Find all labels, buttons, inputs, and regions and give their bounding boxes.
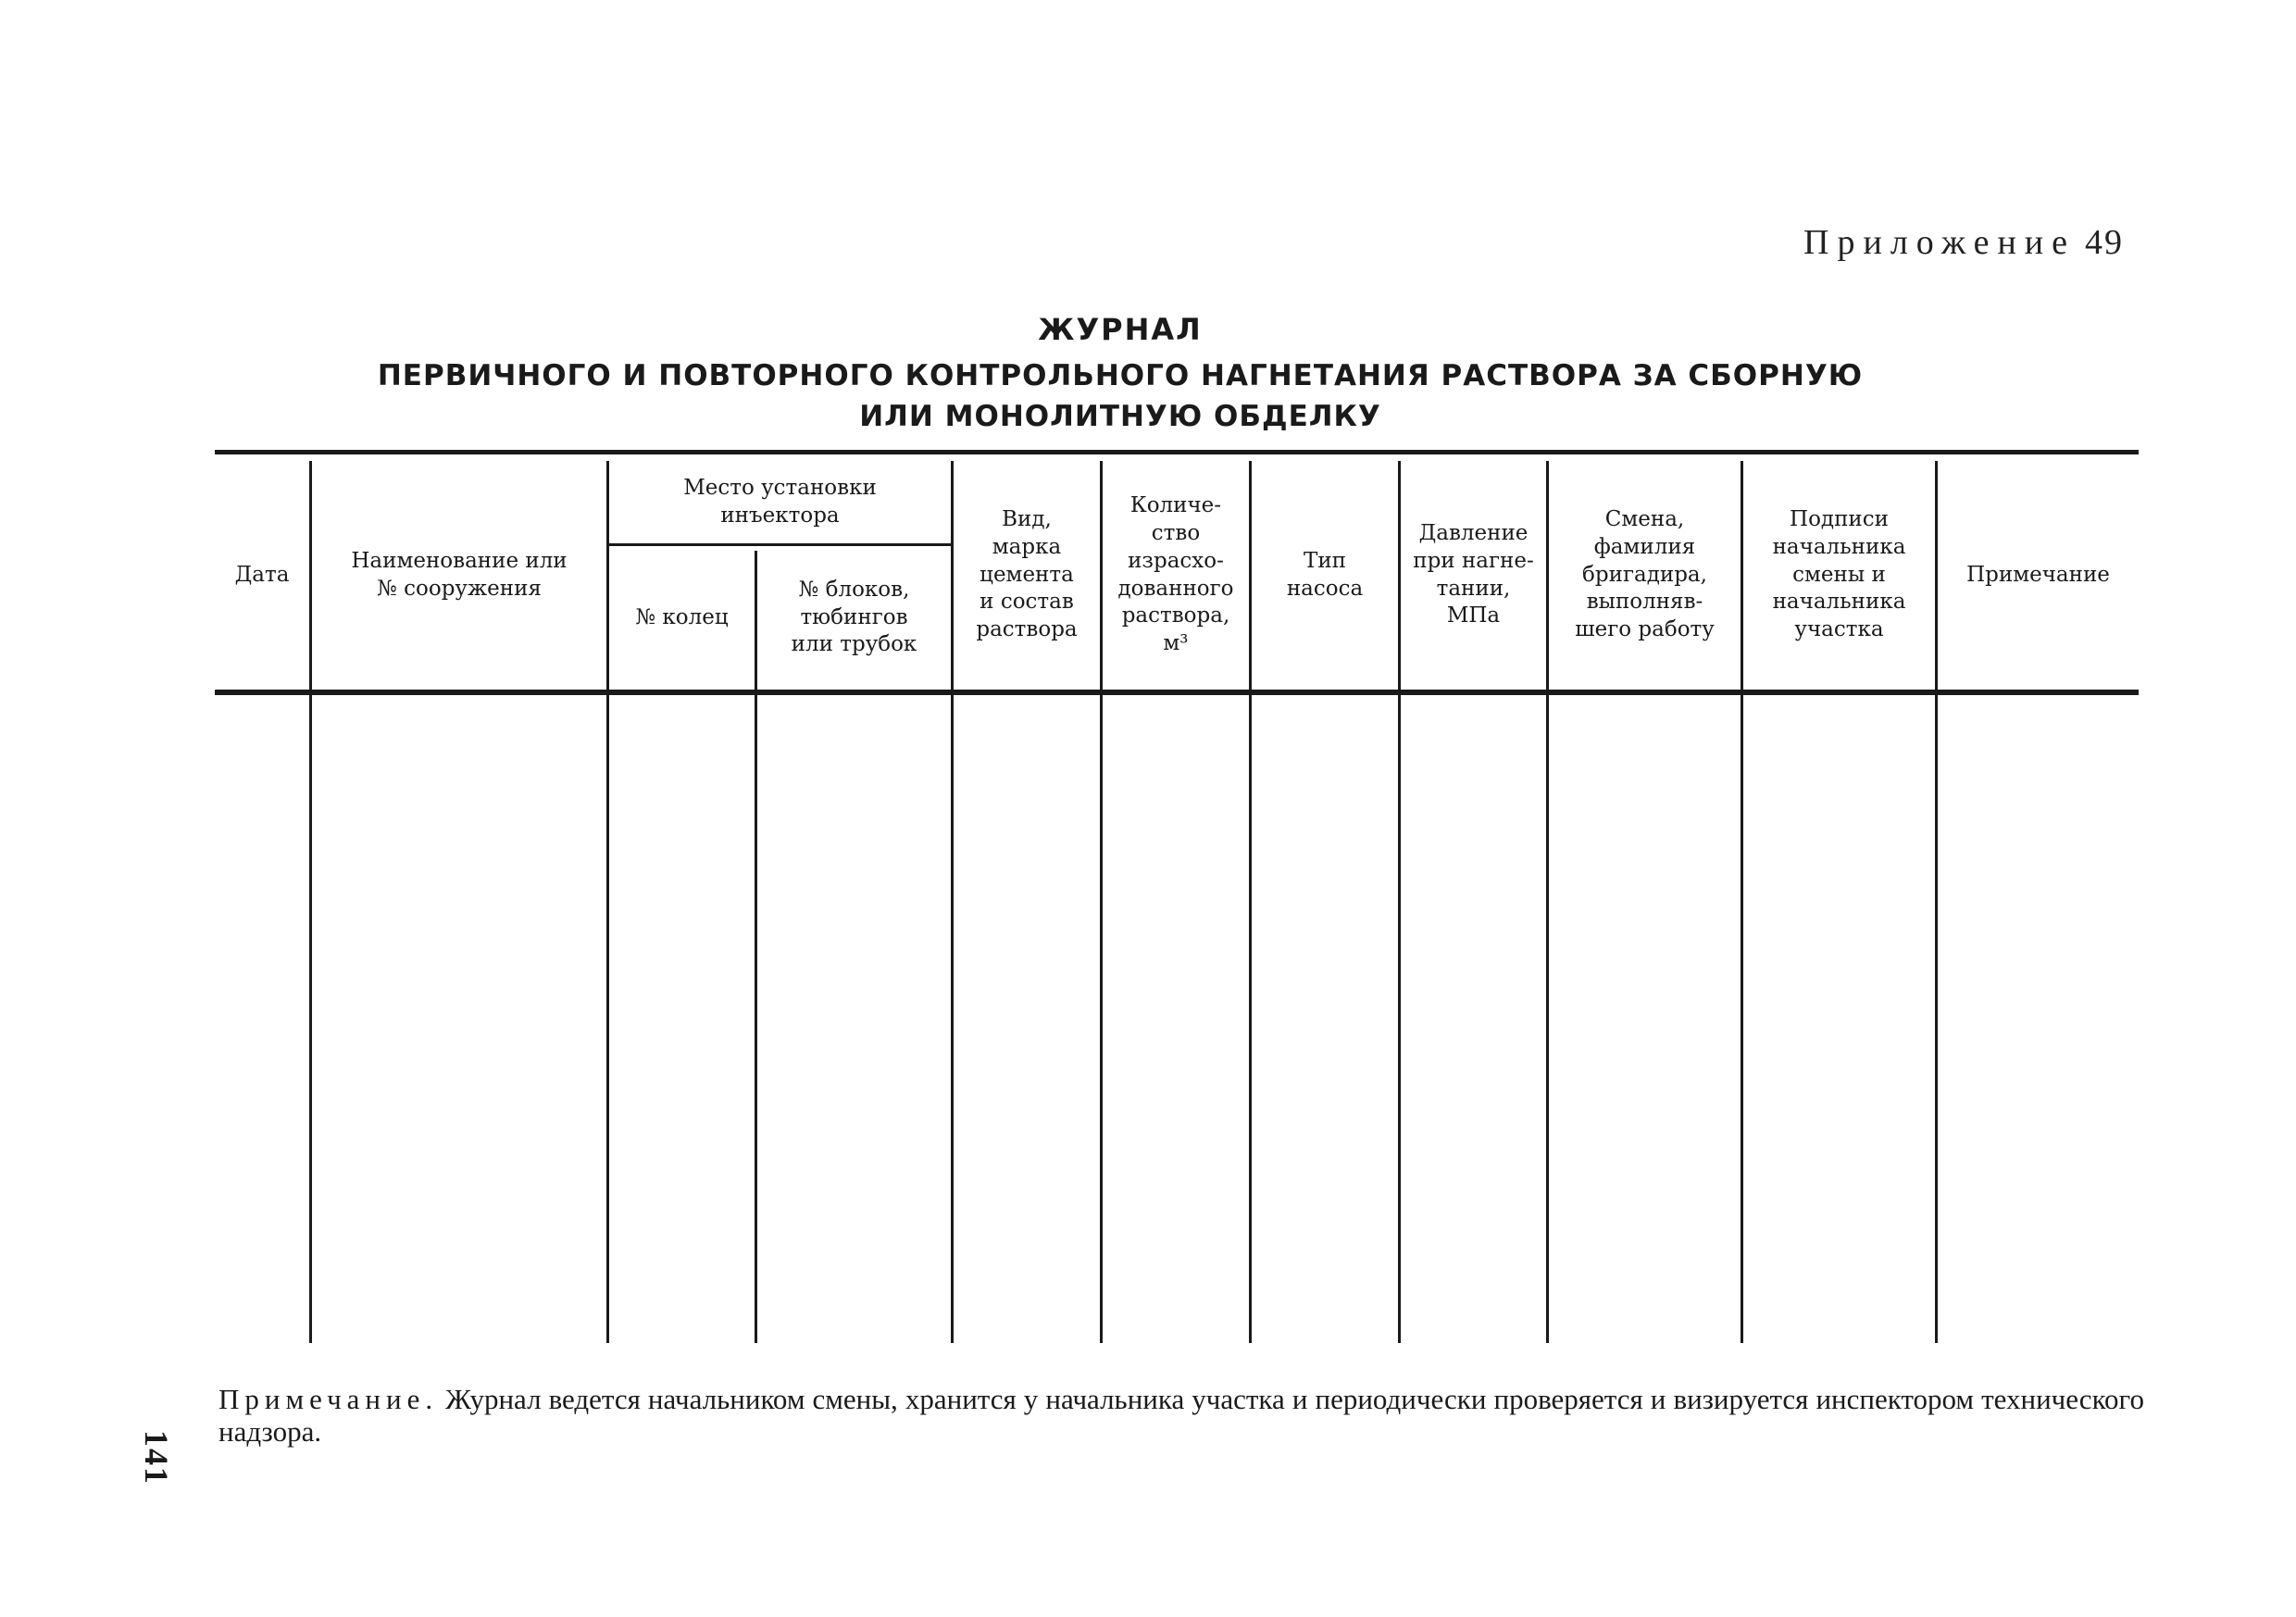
header-shift: Смена, фамилия бригадира, выполняв- шего работу: [1575, 506, 1715, 642]
footnote-text: Журнал ведется начальником смены, хранится у начальника участка и периодически проверяется и визируется инспектором технического надзора.: [218, 1383, 2144, 1448]
header-blocks: № блоков, тюбингов или трубок: [791, 577, 917, 657]
header-cement: Вид, марка цемента и состав раствора: [976, 506, 1078, 642]
journal-title: ЖУРНАЛ: [1038, 312, 1203, 347]
header-pump: Тип насоса: [1286, 548, 1364, 601]
page-number: 141: [138, 1430, 175, 1486]
header-injector-place: Место установки инъектора: [683, 475, 877, 528]
header-remark: Примечание: [1966, 562, 2110, 587]
journal-subtitle-line2: ИЛИ МОНОЛИТНУЮ ОБДЕЛКУ: [859, 400, 1381, 433]
journal-subtitle-line1: ПЕРВИЧНОГО И ПОВТОРНОГО КОНТРОЛЬНОГО НАГНЕТАНИЯ РАСТВОРА ЗА СБОРНУЮ: [377, 359, 1864, 392]
table-header-bottom-rule: [215, 690, 2139, 695]
footnote: [218, 1384, 2144, 1448]
header-structure-name: Наименование или № сооружения: [351, 548, 568, 601]
appendix-text: Приложение: [1803, 223, 2076, 262]
appendix-label: [1803, 222, 2124, 263]
header-pressure: Давление при нагне- тании, МПа: [1413, 520, 1534, 628]
footnote-label: Примечание.: [218, 1383, 439, 1415]
header-date: Дата: [234, 562, 290, 587]
header-signatures: Подписи начальника смены и начальника участка: [1772, 506, 1906, 642]
header-rings: № колец: [635, 604, 729, 629]
table-top-rule: [215, 450, 2139, 454]
header-quantity: Количе- ство израсхо- дованного раствора, м³: [1117, 492, 1234, 656]
appendix-number: 49: [2085, 223, 2124, 262]
